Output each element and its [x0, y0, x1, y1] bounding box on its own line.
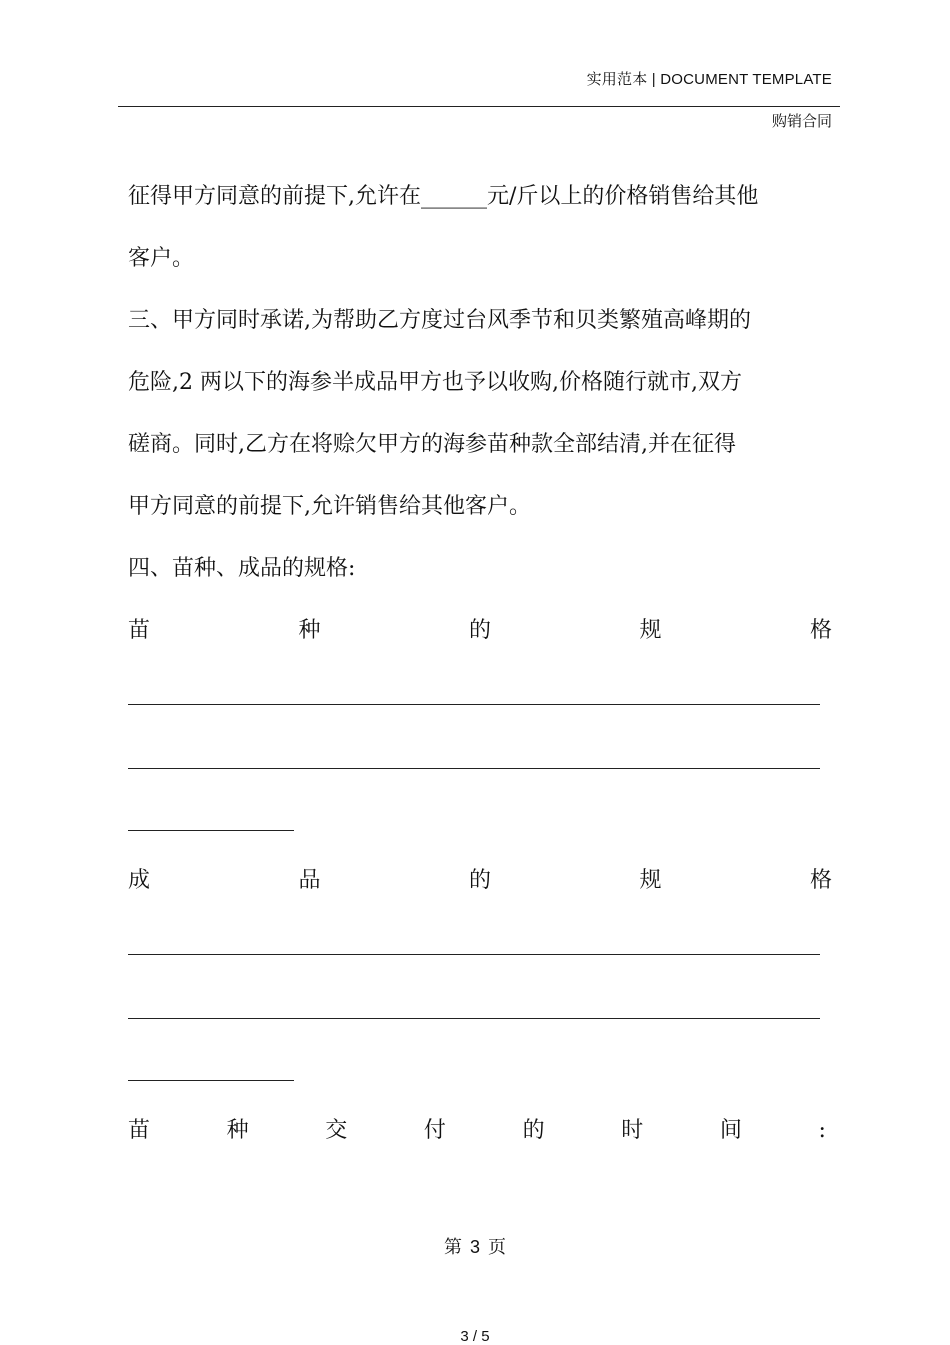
seed-spec-label: [128, 616, 832, 646]
label-char: 的: [468, 618, 491, 643]
label-char: :: [818, 1118, 826, 1143]
delivery-time-label: [128, 1116, 826, 1146]
page-count: 3 / 5: [460, 1328, 490, 1345]
document-title: 购销合同: [771, 113, 832, 130]
label-char: 苗: [128, 618, 151, 643]
label-char: 规: [639, 618, 662, 643]
label-char: 苗: [128, 1118, 151, 1143]
label-char: 间: [719, 1118, 742, 1143]
label-char: 种: [298, 618, 321, 643]
label-char: 规: [639, 868, 662, 893]
paragraph-line: 三、甲方同时承诺,为帮助乙方度过台风季节和贝类繁殖高峰期的: [128, 308, 751, 333]
page-number-value: 3: [469, 1237, 480, 1257]
label-char: 种: [226, 1118, 249, 1143]
blank-fill-line: [128, 830, 294, 831]
paragraph-line: 危险,2 两以下的海参半成品甲方也予以收购,价格随行就市,双方: [128, 370, 742, 395]
section-heading: 四、苗种、成品的规格:: [128, 556, 356, 581]
label-char: 格: [809, 868, 832, 893]
label-char: 交: [325, 1118, 348, 1143]
label-char: 格: [809, 618, 832, 643]
blank-fill-line: [128, 704, 820, 705]
page-prefix: 第: [443, 1237, 462, 1258]
blank-fill-line: [128, 954, 820, 955]
header-divider: [118, 106, 840, 107]
paragraph-line: 征得甲方同意的前提下,允许在______元/斤以上的价格销售给其他: [128, 184, 759, 209]
label-char: 付: [423, 1118, 446, 1143]
label-char: 的: [522, 1118, 545, 1143]
paragraph-line: 甲方同意的前提下,允许销售给其他客户。: [128, 494, 531, 519]
paragraph-line: 客户。: [128, 246, 195, 271]
blank-fill-line: [128, 768, 820, 769]
page-suffix: 页: [488, 1237, 506, 1258]
product-spec-label: [128, 866, 832, 896]
paragraph-line: 磋商。同时,乙方在将赊欠甲方的海参苗种款全部结清,并在征得: [128, 432, 736, 457]
label-char: 成: [128, 868, 151, 893]
label-char: 品: [298, 868, 321, 893]
page-number: [0, 1233, 950, 1259]
label-char: 时: [621, 1118, 644, 1143]
header-brand: 实用范本 | DOCUMENT TEMPLATE: [586, 71, 832, 88]
blank-fill-line: [128, 1080, 294, 1081]
blank-fill-line: [128, 1018, 820, 1019]
label-char: 的: [468, 868, 491, 893]
